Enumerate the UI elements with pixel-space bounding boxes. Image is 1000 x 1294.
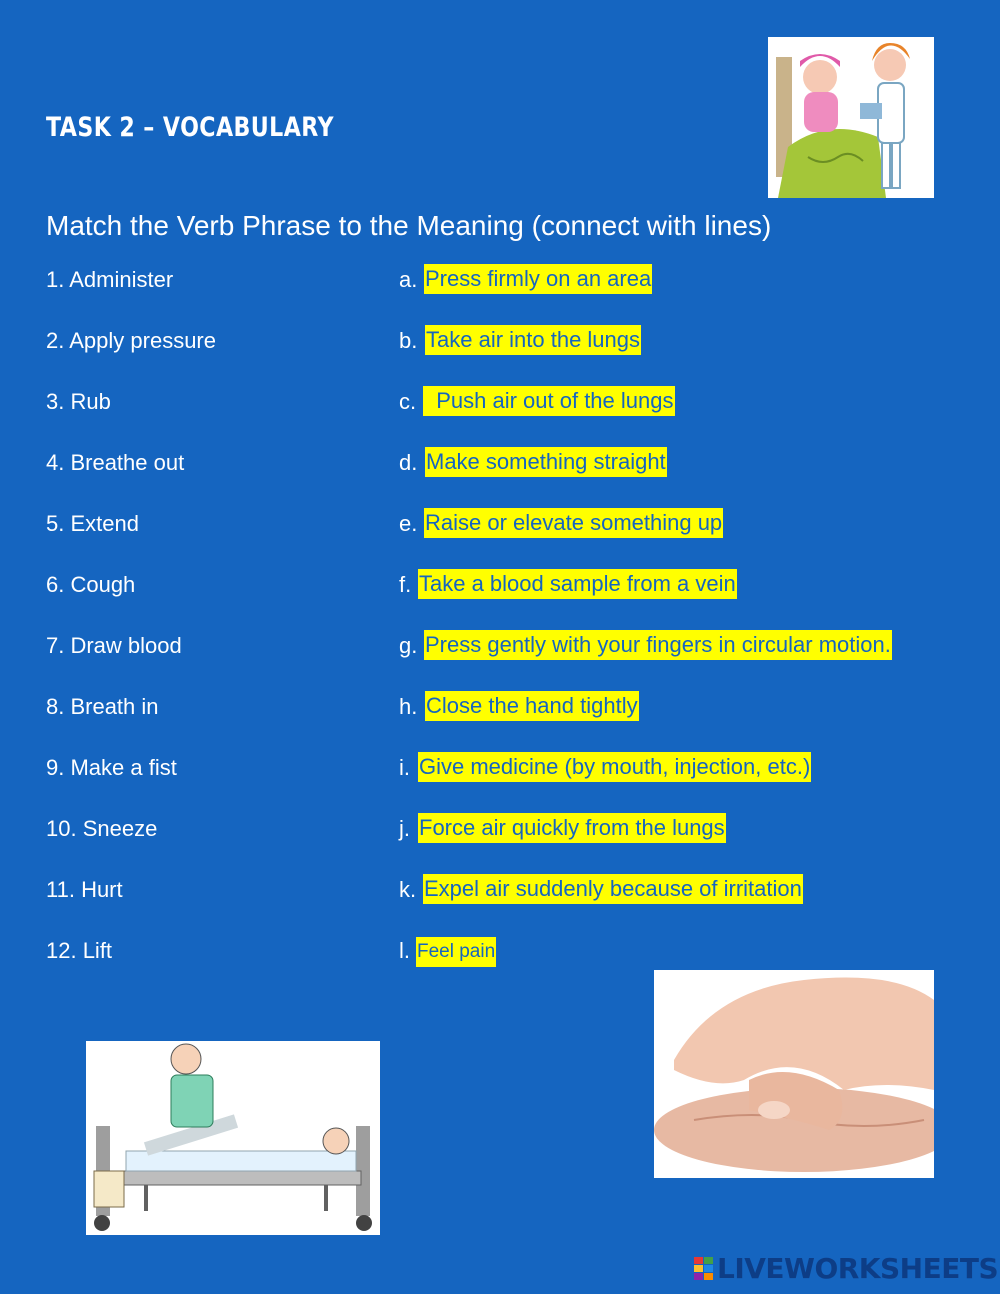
match-row: [0, 749, 1000, 789]
meaning-text[interactable]: Feel pain: [416, 937, 496, 967]
pinch-skin-photo: [654, 970, 934, 1178]
match-row: [0, 383, 1000, 423]
match-row: [0, 444, 1000, 484]
verb-phrase[interactable]: 6. Cough: [46, 572, 136, 597]
meaning-text[interactable]: Close the hand tightly: [425, 691, 639, 721]
page-title: TASK 2 – VOCABULARY: [46, 112, 334, 143]
verb-phrase[interactable]: 11. Hurt: [46, 877, 123, 902]
logo-blocks-icon: [694, 1257, 713, 1280]
verb-phrase[interactable]: 7. Draw blood: [46, 633, 182, 658]
match-row: [0, 627, 1000, 667]
meaning-text[interactable]: Take air into the lungs: [425, 325, 641, 355]
verb-phrase[interactable]: 10. Sneeze: [46, 816, 158, 841]
meaning-letter: j.: [399, 816, 410, 841]
instruction-text: Match the Verb Phrase to the Meaning (connect with lines): [46, 210, 772, 241]
meaning-letter: i.: [399, 755, 410, 780]
meaning-letter: b.: [399, 328, 418, 353]
verb-phrase[interactable]: 5. Extend: [46, 511, 139, 536]
meaning-letter: l.: [399, 938, 410, 963]
logo-text: LIVEWORKSHEETS: [717, 1252, 999, 1285]
match-row: [0, 322, 1000, 362]
meaning-letter: d.: [399, 450, 418, 475]
verb-phrase[interactable]: 9. Make a fist: [46, 755, 177, 780]
meaning-text[interactable]: Raise or elevate something up: [424, 508, 723, 538]
verb-phrase[interactable]: 2. Apply pressure: [46, 328, 216, 353]
meaning-text[interactable]: Push air out of the lungs: [423, 386, 675, 416]
meaning-letter: k.: [399, 877, 417, 902]
meaning-text[interactable]: Press firmly on an area: [424, 264, 652, 294]
meaning-text[interactable]: Press gently with your fingers in circular motion.: [424, 630, 892, 660]
meaning-letter: a.: [399, 267, 418, 292]
meaning-text[interactable]: Force air quickly from the lungs: [418, 813, 726, 843]
verb-phrase[interactable]: 4. Breathe out: [46, 450, 185, 475]
liveworksheets-logo: [694, 1252, 998, 1285]
meaning-text[interactable]: Take a blood sample from a vein: [418, 569, 737, 599]
meaning-text[interactable]: Give medicine (by mouth, injection, etc.): [418, 752, 811, 782]
nurse-patient-illustration: [768, 37, 934, 198]
verb-phrase[interactable]: 1. Administer: [46, 267, 174, 292]
match-row: [0, 261, 1000, 301]
verb-phrase[interactable]: 12. Lift: [46, 938, 113, 963]
meaning-text[interactable]: Make something straight: [425, 447, 667, 477]
meaning-letter: e.: [399, 511, 418, 536]
meaning-text[interactable]: Expel air suddenly because of irritation: [423, 874, 803, 904]
match-row: [0, 505, 1000, 545]
verb-phrase[interactable]: 3. Rub: [46, 389, 111, 414]
match-row: [0, 810, 1000, 850]
meaning-letter: g.: [399, 633, 418, 658]
meaning-letter: h.: [399, 694, 418, 719]
nurse-lifting-leg-illustration: [86, 1041, 380, 1235]
meaning-letter: c.: [399, 389, 417, 414]
match-row: [0, 688, 1000, 728]
match-row: [0, 932, 1000, 972]
meaning-letter: f.: [399, 572, 412, 597]
match-row: [0, 871, 1000, 911]
verb-phrase[interactable]: 8. Breath in: [46, 694, 159, 719]
match-row: [0, 566, 1000, 606]
